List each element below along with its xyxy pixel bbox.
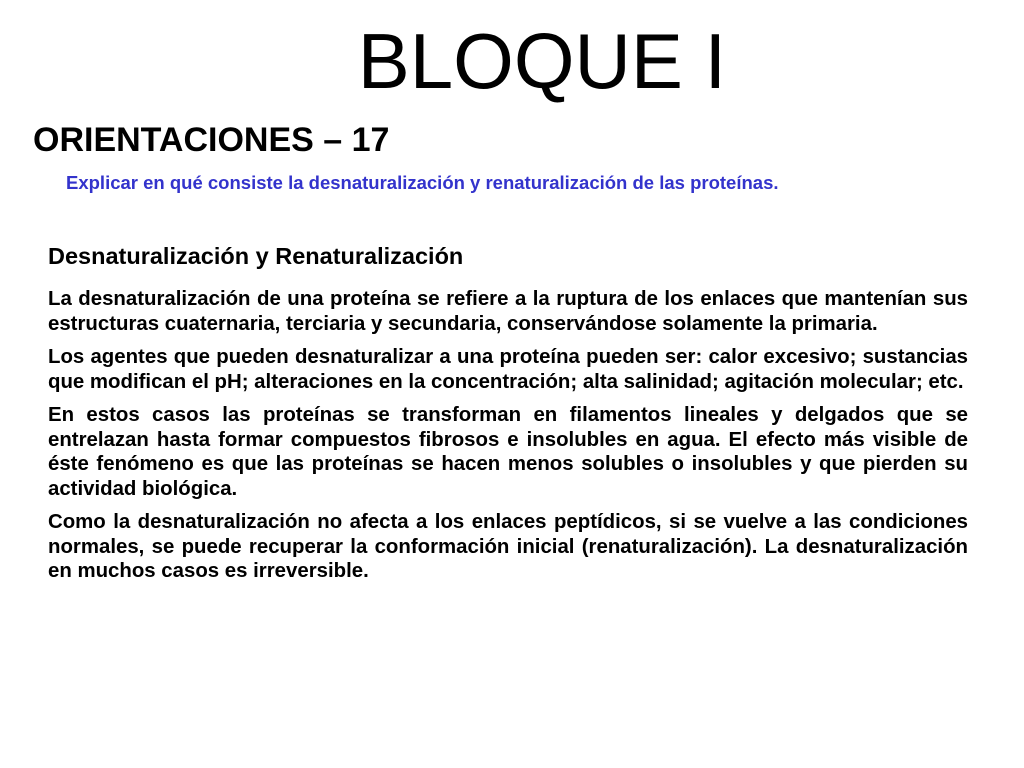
paragraph-agents: Los agentes que pueden desnaturalizar a una proteína pueden ser: calor excesivo; sustancias que modifican el pH; alteraciones en la concentración; alta salinidad; agitación molecular; etc. bbox=[48, 346, 968, 393]
paragraph-definition: La desnaturalización de una proteína se refiere a la ruptura de los enlaces que mantenían sus estructuras cuaternaria, terciaria y secundaria, conservándose solamente la primaria. bbox=[48, 288, 968, 335]
objective-text: Explicar en qué consiste la desnaturalización y renaturalización de las proteínas. bbox=[66, 172, 779, 193]
paragraph-renaturalization: Como la desnaturalización no afecta a los enlaces peptídicos, si se vuelve a las condiciones normales, se puede recuperar la conformación inicial (renaturalización). La desnaturalización en muchos casos es irreversible. bbox=[48, 511, 968, 583]
section-heading: Desnaturalización y Renaturalización bbox=[48, 243, 464, 269]
slide-title: BLOQUE I bbox=[357, 17, 727, 105]
slide-subtitle: ORIENTACIONES – 17 bbox=[33, 121, 390, 159]
paragraph-effects: En estos casos las proteínas se transforman en filamentos lineales y delgados que se entrelazan hasta formar compuestos fibrosos e insolubles en agua. El efecto más visible de éste fenómeno es que las proteínas se hacen menos solubles o insolubles y que pierden su actividad biológica. bbox=[48, 404, 968, 500]
content-body bbox=[48, 243, 968, 593]
